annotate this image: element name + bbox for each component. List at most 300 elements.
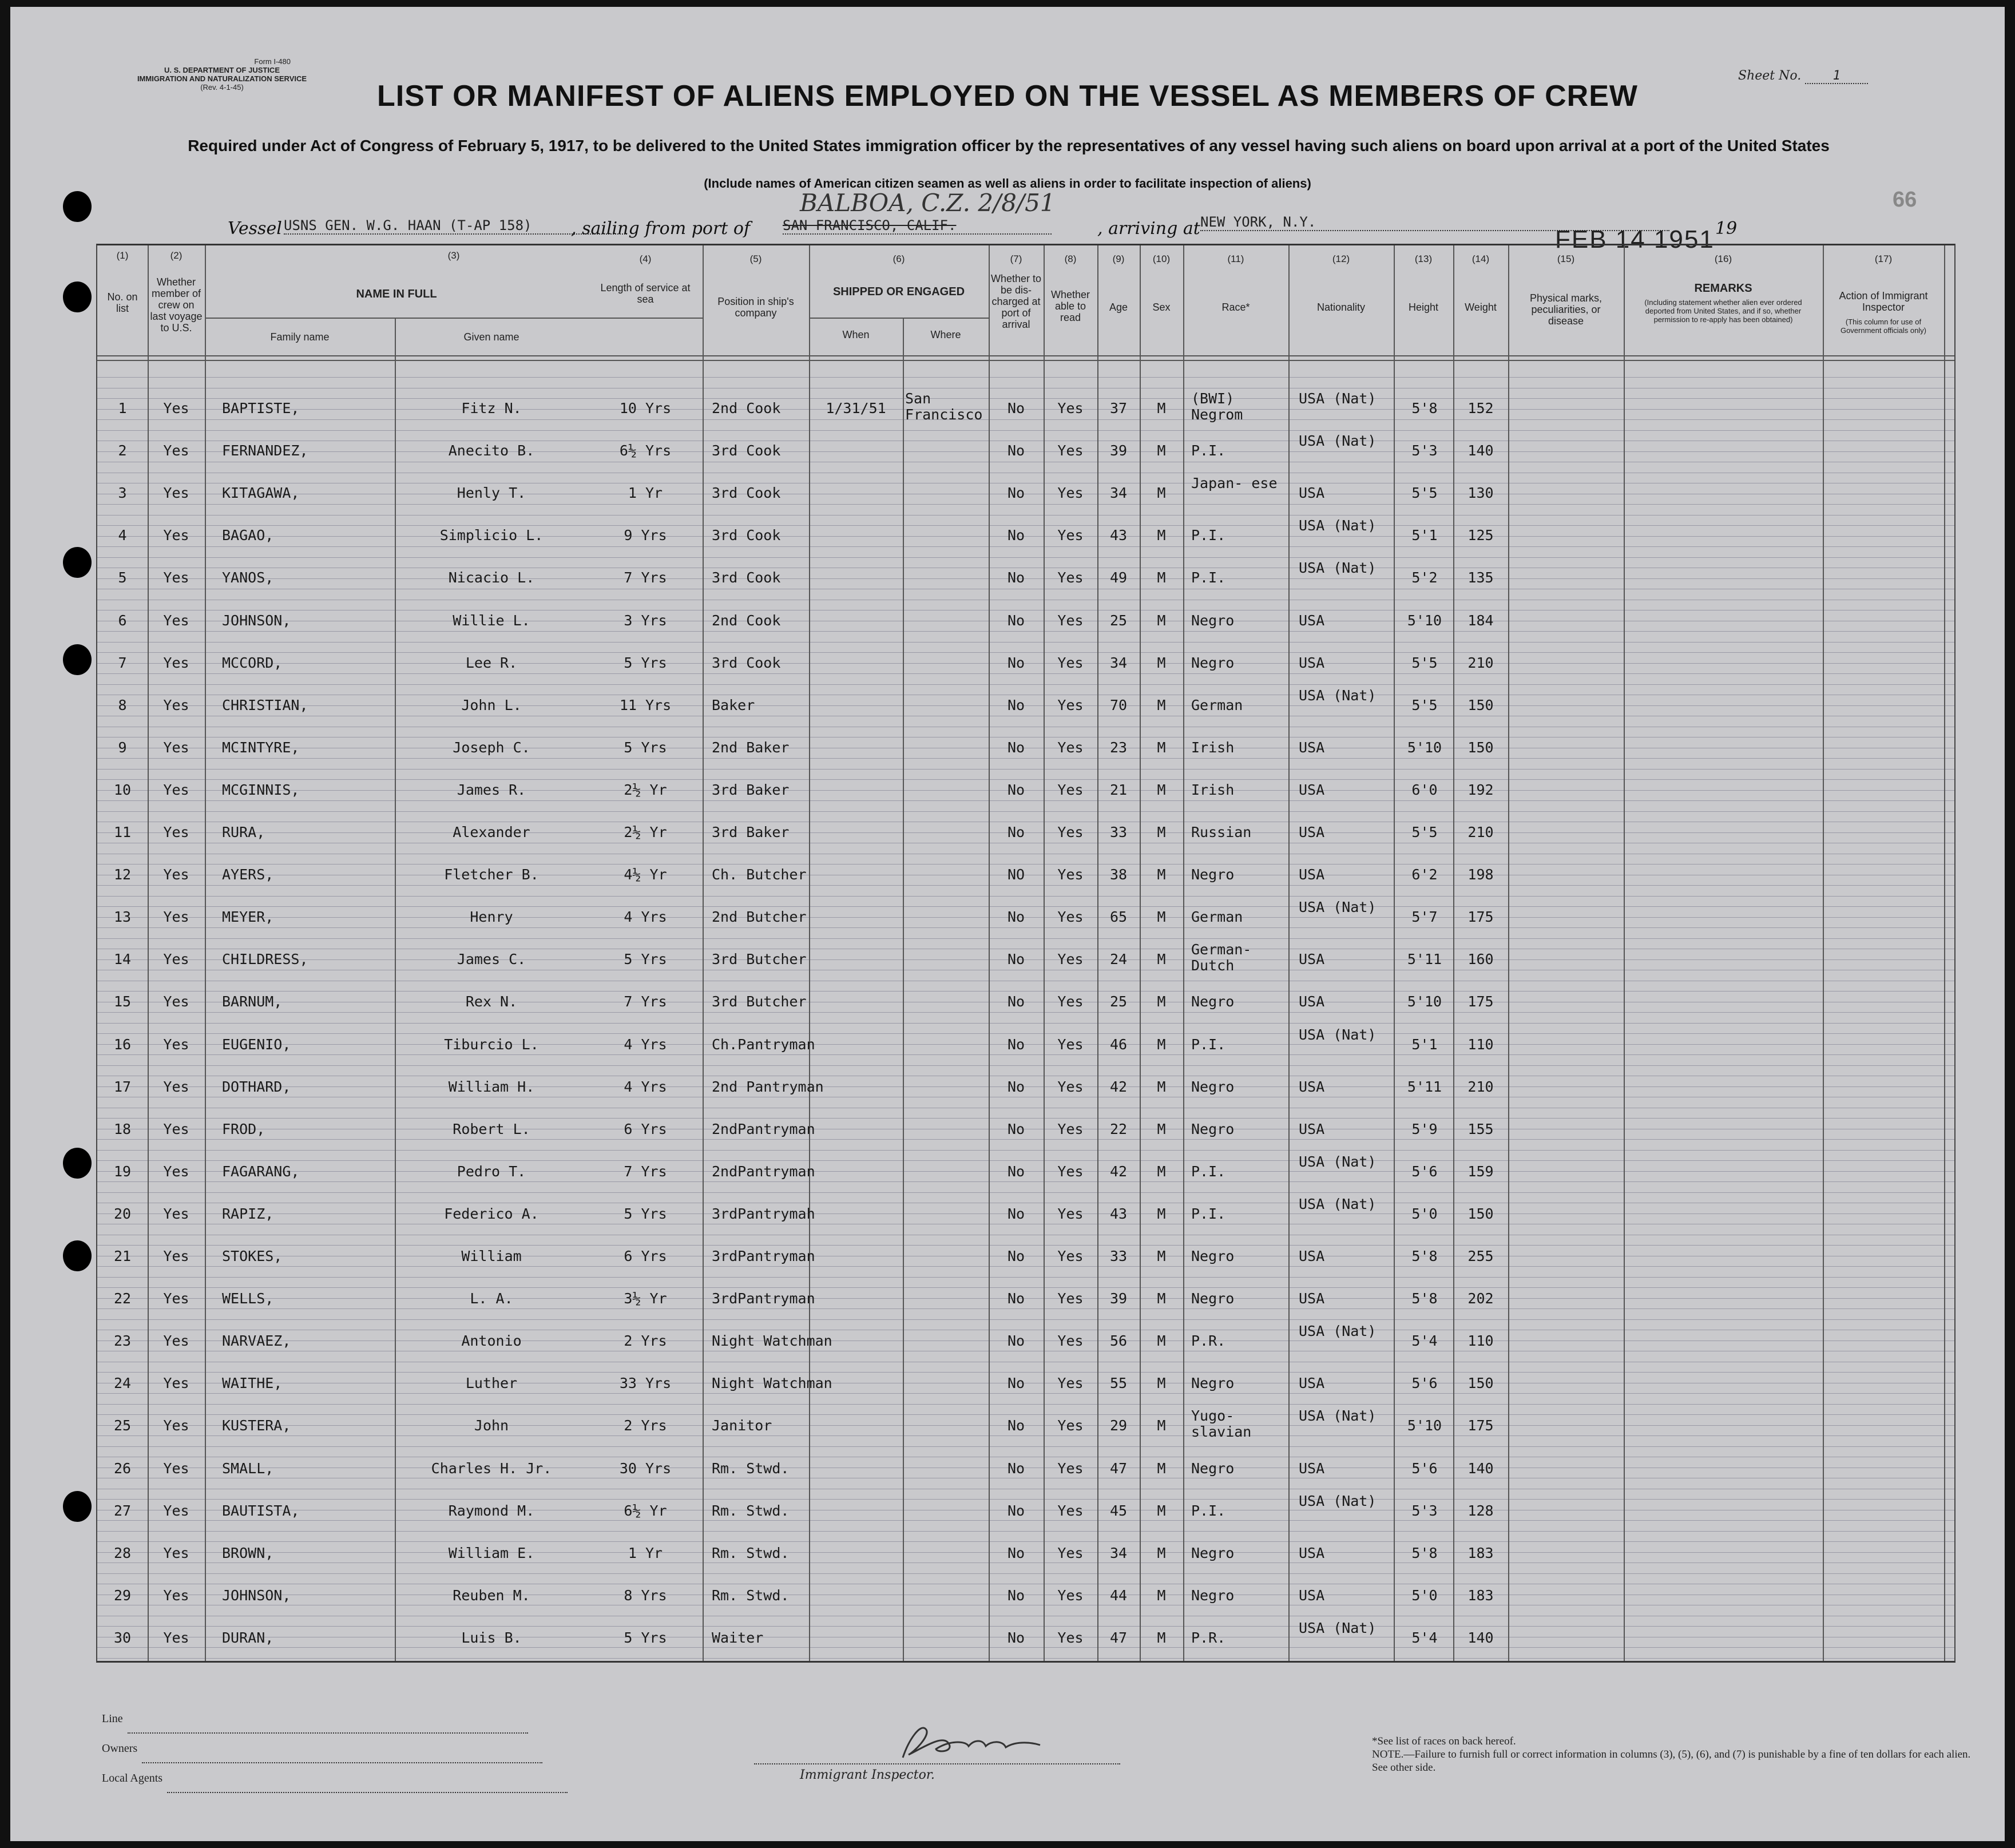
cell-position: Ch. Butcher [712,866,807,883]
cell-disch: No [1007,909,1025,926]
cell-prev: Yes [163,866,189,883]
cell-sex: M [1157,993,1166,1010]
cell-position: 2nd Baker [712,739,790,756]
cell-service: 3½ Yr [624,1290,667,1307]
header-rule [97,355,1954,356]
cell-given: Tiburcio L. [444,1036,539,1053]
punch-hole [63,547,92,578]
col13-number: (13) [1414,253,1433,264]
cell-weight: 110 [1467,1036,1494,1053]
year-label: 19 [1715,219,1738,239]
cell-disch: No [1007,951,1025,968]
cell-weight: 152 [1467,400,1494,417]
cell-disch: No [1007,612,1025,629]
col8-header: Whether able to read [1050,289,1090,323]
cell-prev: Yes [163,1205,189,1222]
cell-service: 5 Yrs [624,1205,667,1222]
cell-no: 6 [118,612,127,629]
cell-race: Negro [1191,993,1235,1010]
cell-sex: M [1157,1587,1166,1604]
cell-family: NARVAEZ, [222,1333,291,1350]
cell-age: 34 [1109,1544,1128,1561]
cell-height: 5'4 [1411,1629,1438,1646]
cell-prev: Yes [163,1120,189,1137]
cell-family: DOTHARD, [222,1078,291,1095]
ruled-line [97,1520,1954,1521]
cell-service: 6½ Yr [624,1502,667,1519]
cell-given: Raymond M. [448,1502,535,1519]
cell-service: 2 Yrs [624,1417,667,1434]
col12-header: Nationality [1316,302,1366,313]
cell-disch: No [1007,1163,1025,1180]
cell-family: MCGINNIS, [222,781,300,798]
cell-no: 3 [118,485,127,502]
cell-family: BAPTISTE, [222,400,300,417]
col16-number: (16) [1714,253,1732,264]
cell-age: 49 [1109,569,1128,586]
cell-height: 5'5 [1411,696,1438,713]
cell-sex: M [1157,1290,1166,1307]
ruled-line [97,991,1954,992]
col9-number: (9) [1112,253,1125,264]
cell-sex: M [1157,824,1166,840]
cell-race: Negro [1191,1375,1235,1392]
cell-given: Fitz N. [461,400,522,417]
cell-nat: USA (Nat) [1299,899,1377,916]
cell-no: 27 [113,1502,132,1519]
cell-age: 42 [1109,1163,1128,1180]
column-line [903,318,904,1661]
cell-no: 2 [118,442,127,459]
cell-family: FROD, [222,1120,265,1137]
col3b-header: Given name [463,331,519,343]
cell-height: 5'7 [1411,909,1438,926]
cell-nat: USA (Nat) [1299,687,1377,704]
cell-race: P.I. [1191,1036,1226,1053]
cell-height: 5'3 [1411,442,1438,459]
cell-given: Lee R. [465,654,518,671]
cell-weight: 184 [1467,612,1494,629]
cell-nat: USA (Nat) [1299,1492,1377,1509]
cell-weight: 135 [1467,569,1494,586]
cell-read: Yes [1057,824,1084,840]
ruled-line [97,885,1954,886]
cell-weight: 192 [1467,781,1494,798]
col6a-header: When [842,329,870,340]
vessel-label: Vessel [228,219,282,239]
cell-nat: USA [1299,1290,1325,1307]
cell-family: CHRISTIAN, [222,696,308,713]
cell-disch: No [1007,1078,1025,1095]
service: IMMIGRATION AND NATURALIZATION SERVICE [137,74,307,83]
cell-nat: USA (Nat) [1299,1153,1377,1170]
cell-given: Fletcher B. [444,866,539,883]
cell-where: San Francisco [905,390,983,423]
ruled-line [97,398,1954,399]
cell-prev: Yes [163,527,189,544]
col11-header: Race* [1221,302,1250,313]
cell-disch: NO [1007,866,1025,883]
col11-number: (11) [1227,253,1244,264]
race-note: *See list of races on back hereof. [1372,1735,1516,1747]
cell-read: Yes [1057,654,1084,671]
cell-given: John [474,1417,509,1434]
cell-no: 13 [113,909,132,926]
cell-service: 5 Yrs [624,654,667,671]
cell-age: 70 [1109,696,1128,713]
cell-nat: USA [1299,951,1325,968]
cell-nat: USA [1299,485,1325,502]
col3a-header: Family name [270,331,330,343]
column-line [1183,245,1184,1661]
cell-disch: No [1007,696,1025,713]
cell-age: 34 [1109,485,1128,502]
cell-given: William H. [448,1078,535,1095]
inspector-signature [868,1718,1097,1766]
cell-race: Negro [1191,1290,1235,1307]
cell-family: MEYER, [222,909,274,926]
cell-position: Janitor [712,1417,772,1434]
cell-weight: 140 [1467,442,1494,459]
cell-age: 33 [1109,1248,1128,1264]
cell-read: Yes [1057,1205,1084,1222]
cell-race: Irish [1191,739,1235,756]
cell-service: 9 Yrs [624,527,667,544]
cell-position: 3rd Cook [712,485,781,502]
cell-prev: Yes [163,1036,189,1053]
agents-field[interactable] [167,1792,568,1793]
cell-no: 5 [118,569,127,586]
cell-prev: Yes [163,612,189,629]
col7-number: (7) [1010,253,1022,264]
cell-service: 4½ Yr [624,866,667,883]
col7-header: Whether to be dis-charged at port of arrival [990,273,1042,330]
cell-age: 44 [1109,1587,1128,1604]
cell-nat: USA [1299,993,1325,1010]
cell-read: Yes [1057,527,1084,544]
cell-service: 30 Yrs [619,1460,672,1477]
vessel-name: USNS GEN. W.G. HAAN (T-AP 158) [284,217,627,235]
cell-nat: USA (Nat) [1299,390,1377,407]
col6-number: (6) [893,253,905,264]
cell-family: RURA, [222,824,265,840]
cell-height: 5'4 [1411,1333,1438,1350]
col16-header: REMARKS [1694,282,1752,295]
ruled-line [97,1541,1954,1542]
cell-weight: 175 [1467,1417,1494,1434]
ruled-line [97,652,1954,653]
cell-service: 7 Yrs [624,1163,667,1180]
ruled-line [97,504,1954,505]
cell-service: 2½ Yr [624,824,667,840]
cell-family: BROWN, [222,1544,274,1561]
cell-age: 43 [1109,527,1128,544]
cell-sex: M [1157,1036,1166,1053]
col17-number: (17) [1874,253,1893,264]
col5-header: Position in ship's company [717,296,794,319]
column-line [1944,245,1945,1661]
cell-no: 25 [113,1417,132,1434]
cell-age: 21 [1109,781,1128,798]
cell-no: 8 [118,696,127,713]
col2-header: Whether member of crew on last voyage to U.S. [150,276,203,334]
cell-race: Negro [1191,1460,1235,1477]
cell-disch: No [1007,1587,1025,1604]
cell-nat: USA [1299,1587,1325,1604]
cell-nat: USA [1299,1120,1325,1137]
cell-position: 3rd Baker [712,824,790,840]
cell-position: 3rd Baker [712,781,790,798]
cell-given: L. A. [470,1290,513,1307]
cell-disch: No [1007,400,1025,417]
cell-read: Yes [1057,1629,1084,1646]
cell-disch: No [1007,824,1025,840]
cell-age: 23 [1109,739,1128,756]
cell-age: 25 [1109,993,1128,1010]
cell-race: Negro [1191,866,1235,883]
cell-prev: Yes [163,1333,189,1350]
column-line [703,245,704,1661]
cell-race: Irish [1191,781,1235,798]
cell-given: Rex N. [465,993,518,1010]
punch-hole [63,1240,92,1271]
cell-family: RAPIZ, [222,1205,274,1222]
cell-weight: 210 [1467,1078,1494,1095]
cell-position: Rm. Stwd. [712,1544,790,1561]
cell-given: Simplicio L. [439,527,544,544]
cell-family: KUSTERA, [222,1417,291,1434]
cell-race: P.I. [1191,1163,1226,1180]
penalty-note: NOTE.—Failure to furnish full or correct information in columns (3), (5), (6), and (7) is punishable by a fine of ten dollars for each alien. See other side. [1372,1748,1971,1774]
cell-disch: No [1007,1629,1025,1646]
cell-read: Yes [1057,909,1084,926]
cell-race: P.I. [1191,1205,1226,1222]
cell-given: John L. [461,696,522,713]
ruled-line [97,1446,1954,1447]
ruled-line [97,673,1954,674]
ruled-line [97,1287,1954,1288]
cell-weight: 159 [1467,1163,1494,1180]
cell-given: Antonio [461,1333,522,1350]
cell-family: DURAN, [222,1629,274,1646]
cell-prev: Yes [163,400,189,417]
punch-hole [63,1148,92,1179]
cell-nat: USA (Nat) [1299,1323,1377,1340]
cell-weight: 183 [1467,1544,1494,1561]
cell-family: SMALL, [222,1460,274,1477]
cell-sex: M [1157,866,1166,883]
cell-sex: M [1157,1333,1166,1350]
cell-given: Luther [465,1375,518,1392]
ruled-line [97,1308,1954,1309]
punch-hole [63,281,92,312]
cell-height: 5'1 [1411,527,1438,544]
cell-sex: M [1157,527,1166,544]
cell-nat: USA (Nat) [1299,1195,1377,1212]
cell-age: 33 [1109,824,1128,840]
cell-given: Anecito B. [448,442,535,459]
col15-number: (15) [1557,253,1575,264]
cell-disch: No [1007,1290,1025,1307]
cell-height: 5'2 [1411,569,1438,586]
cell-race: German- Dutch [1191,941,1252,974]
cell-family: FERNANDEZ, [222,442,308,459]
manifest-sheet [10,7,2005,1841]
col14-number: (14) [1471,253,1490,264]
footer-fields [102,1704,568,1793]
cell-read: Yes [1057,951,1084,968]
ruled-line [97,1499,1954,1500]
cell-race: Negro [1191,654,1235,671]
cell-position: Ch.Pantryman [712,1036,815,1053]
cell-prev: Yes [163,1248,189,1264]
cell-read: Yes [1057,569,1084,586]
header-rule [205,318,703,319]
cell-position: 2nd Butcher [712,909,807,926]
punch-hole [63,191,92,222]
cell-sex: M [1157,612,1166,629]
cell-no: 11 [113,824,132,840]
cell-no: 1 [118,400,127,417]
sheet-label: Sheet No. [1738,69,1802,83]
cell-height: 5'11 [1407,951,1442,968]
cell-given: Charles H. Jr. [431,1460,552,1477]
cell-prev: Yes [163,1587,189,1604]
cell-nat: USA [1299,739,1325,756]
col9-header: Age [1109,302,1128,313]
column-line [1288,245,1290,1661]
cell-read: Yes [1057,696,1084,713]
cell-read: Yes [1057,485,1084,502]
col12-number: (12) [1332,253,1350,264]
ruled-line [97,546,1954,547]
cell-weight: 110 [1467,1333,1494,1350]
cell-given: Henry [470,909,513,926]
col8-number: (8) [1064,253,1077,264]
cell-sex: M [1157,909,1166,926]
cell-no: 14 [113,951,132,968]
col13-header: Height [1408,302,1439,313]
cell-service: 4 Yrs [624,1078,667,1095]
cell-read: Yes [1057,1290,1084,1307]
cell-position: Night Watchman [712,1333,832,1350]
ruled-line [97,1531,1954,1532]
cell-height: 5'9 [1411,1120,1438,1137]
cell-service: 10 Yrs [619,400,672,417]
cell-weight: 155 [1467,1120,1494,1137]
cell-family: AYERS, [222,866,274,883]
ruled-line [97,906,1954,907]
cell-weight: 150 [1467,696,1494,713]
cell-race: Negro [1191,612,1235,629]
cell-sex: M [1157,1375,1166,1392]
cell-prev: Yes [163,1629,189,1646]
vessel-line [228,212,1784,240]
ruled-line [97,1033,1954,1034]
ruled-line [97,1647,1954,1648]
cell-race: P.R. [1191,1629,1226,1646]
cell-prev: Yes [163,739,189,756]
cell-height: 5'10 [1407,739,1442,756]
cell-race: Japan- ese [1191,475,1278,492]
cell-given: Robert L. [453,1120,530,1137]
cell-weight: 183 [1467,1587,1494,1604]
cell-disch: No [1007,569,1025,586]
line-label: Line [102,1712,123,1725]
cell-no: 29 [113,1587,132,1604]
cell-nat: USA [1299,1460,1325,1477]
cell-sex: M [1157,400,1166,417]
column-line [205,245,206,1661]
cell-given: Willie L. [453,612,530,629]
cell-height: 5'1 [1411,1036,1438,1053]
cell-prev: Yes [163,1375,189,1392]
col1-header: No. on list [107,291,138,314]
cell-sex: M [1157,442,1166,459]
col5-number: (5) [749,253,762,264]
cell-sex: M [1157,696,1166,713]
column-line [1394,245,1395,1661]
cell-family: KITAGAWA, [222,485,300,502]
cell-given: James C. [457,951,526,968]
cell-position: Baker [712,696,755,713]
cell-given: Alexander [453,824,530,840]
cell-sex: M [1157,1460,1166,1477]
cell-position: 3rd Cook [712,569,781,586]
sailing-label: , sailing from port of [571,219,751,239]
col6-header: SHIPPED OR ENGAGED [832,285,965,298]
cell-age: 46 [1109,1036,1128,1053]
cell-height: 5'3 [1411,1502,1438,1519]
cell-prev: Yes [163,993,189,1010]
cell-nat: USA [1299,866,1325,883]
cell-no: 18 [113,1120,132,1137]
cell-prev: Yes [163,654,189,671]
arriving-label: , arriving at [1097,219,1200,239]
document-subtitle: Required under Act of Congress of February 5, 1917, to be delivered to the United States immigration officer by the representatives of any vessel having such aliens on board upon arrival at a port of the United States [188,137,1830,154]
ruled-line [97,1181,1954,1182]
cell-read: Yes [1057,1502,1084,1519]
cell-disch: No [1007,1544,1025,1561]
cell-weight: 175 [1467,993,1494,1010]
stamp-number: 66 [1893,188,1917,212]
cell-race: Negro [1191,1587,1235,1604]
cell-race: P.R. [1191,1333,1226,1350]
ruled-line [97,1319,1954,1320]
col14-header: Weight [1465,302,1497,313]
cell-weight: 150 [1467,1205,1494,1222]
col17-header: Action of Immigrant Inspector [1839,290,1928,313]
inspector-label: Immigrant Inspector. [800,1768,935,1782]
cell-read: Yes [1057,442,1084,459]
cell-position: Rm. Stwd. [712,1460,790,1477]
ruled-line [97,1372,1954,1373]
ruled-line [97,1245,1954,1246]
col15-header: Physical marks, peculiarities, or disease [1529,292,1603,327]
cell-read: Yes [1057,739,1084,756]
cell-no: 24 [113,1375,132,1392]
cell-sex: M [1157,1417,1166,1434]
ruled-line [97,896,1954,897]
ruled-line [97,1139,1954,1140]
cell-no: 12 [113,866,132,883]
cell-disch: No [1007,1120,1025,1137]
col4-number: (4) [639,253,652,264]
cell-race: Negro [1191,1120,1235,1137]
cell-height: 5'5 [1411,824,1438,840]
cell-height: 5'8 [1411,1290,1438,1307]
cell-nat: USA [1299,612,1325,629]
